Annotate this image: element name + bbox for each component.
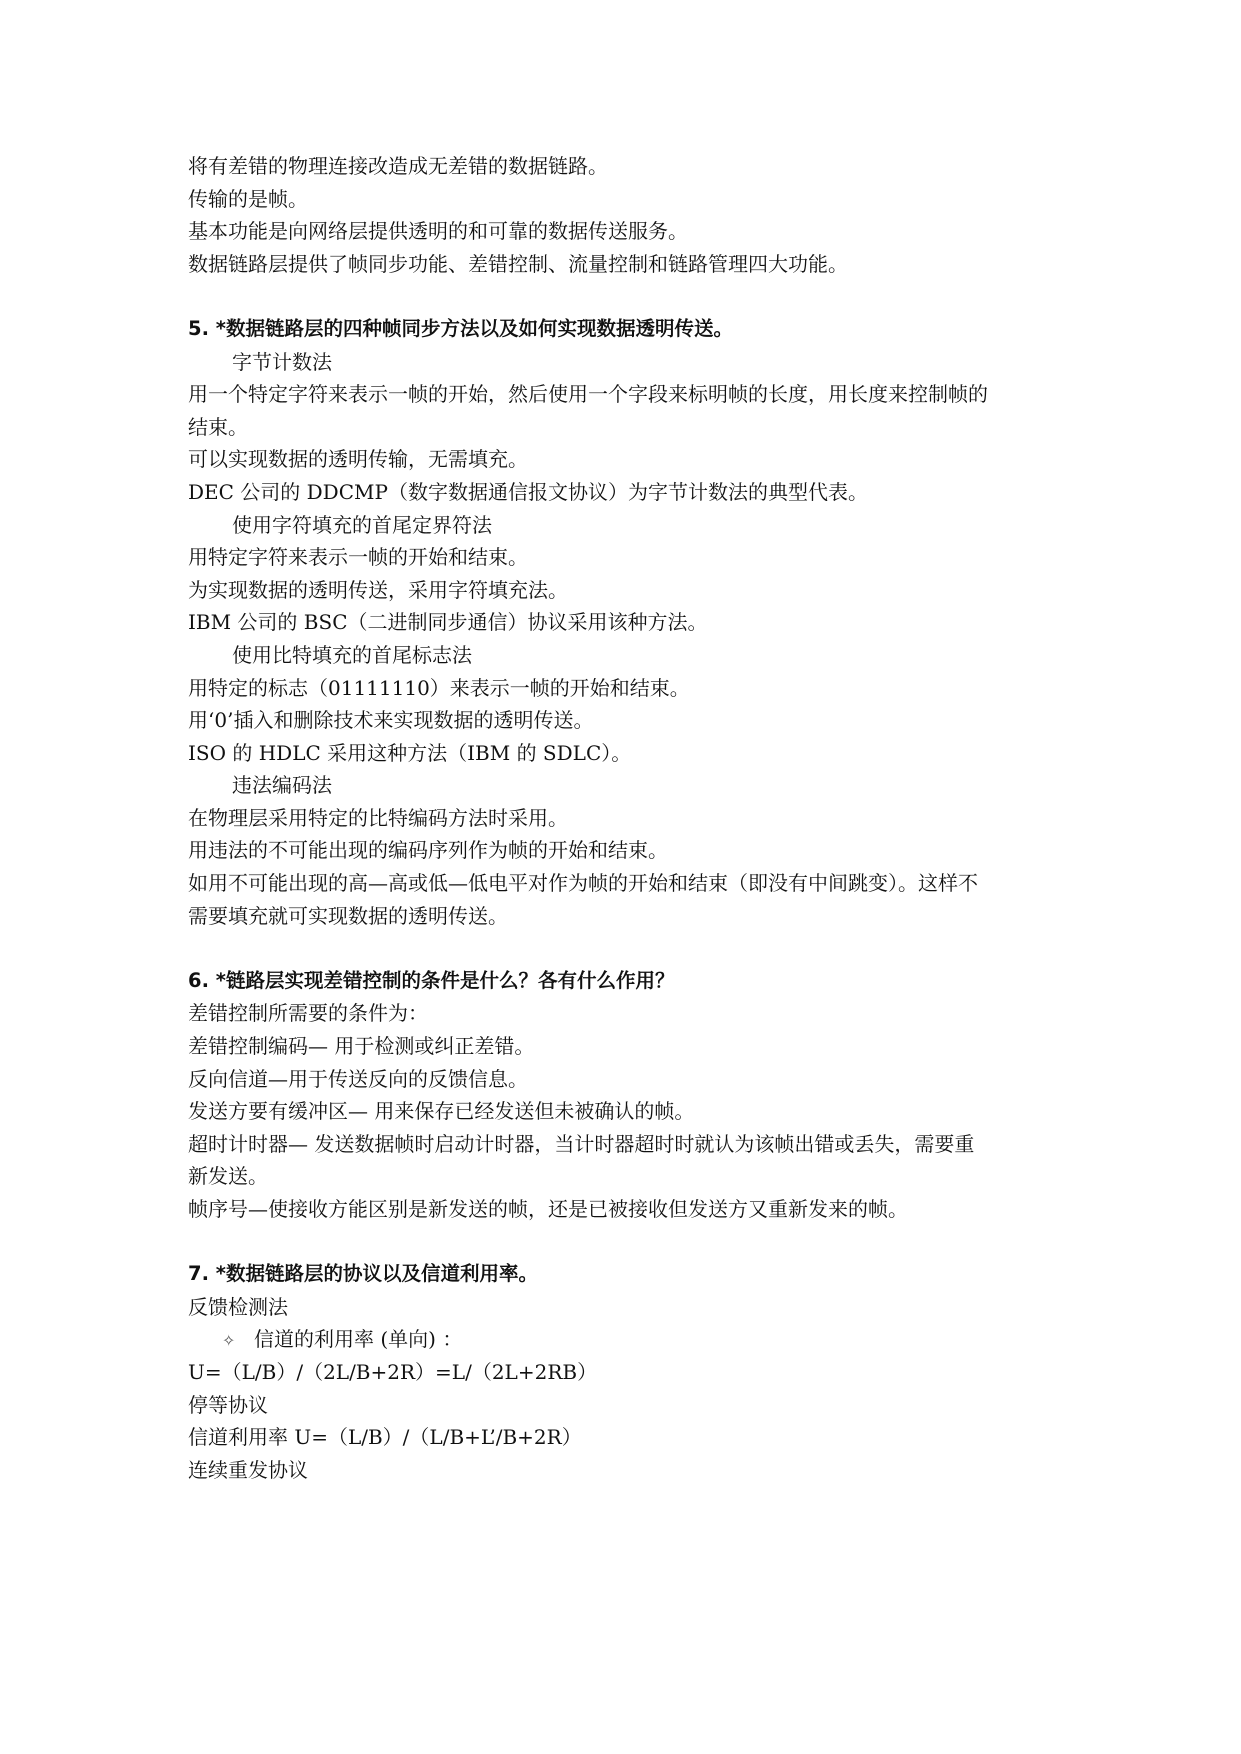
method-2-line: IBM 公司的 BSC（二进制同步通信）协议采用该种方法。 — [188, 610, 708, 635]
method-2-title: 使用字符填充的首尾定界符法 — [232, 512, 492, 537]
method-4-line: 需要填充就可实现数据的透明传送。 — [188, 903, 508, 928]
method-1-line: DEC 公司的 DDCMP（数字数据通信报文协议）为字节计数法的典型代表。 — [188, 479, 868, 504]
stop-wait-label: 停等协议 — [188, 1392, 268, 1417]
spacer — [188, 932, 1068, 965]
method-3-line: 用‘0’插入和删除技术来实现数据的透明传送。 — [188, 708, 594, 733]
section-6-line: 帧序号—使接收方能区别是新发送的帧，还是已被接收但发送方又重新发来的帧。 — [188, 1197, 908, 1221]
method-1-line: 用一个特定字符来表示一帧的开始，然后使用一个字段来标明帧的长度，用长度来控制帧的 — [188, 382, 988, 407]
feedback-method-label: 反馈检测法 — [188, 1294, 288, 1319]
method-1-title: 字节计数法 — [232, 349, 332, 374]
formula-feedback: U=（L/B）/（2L/B+2R）=L/（2L+2RB） — [188, 1359, 598, 1384]
method-4-title: 违法编码法 — [232, 773, 332, 798]
section-6-line: 差错控制所需要的条件为： — [188, 1001, 428, 1026]
sparkle-bullet-icon: ✧ — [222, 1331, 236, 1351]
method-4-line: 如用不可能出现的高—高或低—低电平对作为帧的开始和结束（即没有中间跳变）。这样不 — [188, 871, 978, 896]
section-5-heading: 5. *数据链路层的四种帧同步方法以及如何实现数据透明传送。 — [188, 316, 733, 340]
formula-stop-wait: 信道利用率 U=（L/B）/（L/B+L’/B+2R） — [188, 1425, 582, 1450]
method-3-title: 使用比特填充的首尾标志法 — [232, 642, 472, 667]
method-3-line: 用特定的标志（01111110）来表示一帧的开始和结束。 — [188, 675, 690, 700]
utilization-bullet — [188, 1323, 1068, 1356]
section-6-line: 发送方要有缓冲区— 用来保存已经发送但未被确认的帧。 — [188, 1099, 695, 1124]
method-3-line: ISO 的 HDLC 采用这种方法（IBM 的 SDLC）。 — [188, 740, 632, 765]
method-4-line: 在物理层采用特定的比特编码方法时采用。 — [188, 805, 568, 830]
section-6-line: 超时计时器— 发送数据帧时启动计时器，当计时器超时时就认为该帧出错或丢失，需要重 — [188, 1131, 975, 1156]
section-6-line: 反向信道—用于传送反向的反馈信息。 — [188, 1066, 528, 1091]
spacer — [188, 1226, 1068, 1259]
utilization-bullet-text: 信道的利用率 (单向) ： — [254, 1327, 463, 1352]
method-2-line: 用特定字符来表示一帧的开始和结束。 — [188, 545, 528, 570]
method-4-line: 用违法的不可能出现的编码序列作为帧的开始和结束。 — [188, 838, 668, 863]
intro-line: 将有差错的物理连接改造成无差错的数据链路。 — [188, 154, 608, 178]
method-2-line: 为实现数据的透明传送，采用字符填充法。 — [188, 577, 568, 602]
section-6-line: 差错控制编码— 用于检测或纠正差错。 — [188, 1034, 535, 1059]
section-6-line: 新发送。 — [188, 1164, 268, 1189]
intro-line: 基本功能是向网络层提供透明的和可靠的数据传送服务。 — [188, 219, 688, 244]
section-7-heading: 7. *数据链路层的协议以及信道利用率。 — [188, 1262, 538, 1286]
document-page — [188, 150, 1068, 1486]
spacer — [188, 280, 1068, 313]
continuous-label: 连续重发协议 — [188, 1457, 308, 1482]
section-6-heading: 6. *链路层实现差错控制的条件是什么？各有什么作用？ — [188, 968, 675, 992]
method-1-line: 可以实现数据的透明传输，无需填充。 — [188, 447, 528, 472]
intro-line: 数据链路层提供了帧同步功能、差错控制、流量控制和链路管理四大功能。 — [188, 251, 848, 276]
intro-line: 传输的是帧。 — [188, 186, 308, 211]
method-1-line: 结束。 — [188, 414, 248, 439]
